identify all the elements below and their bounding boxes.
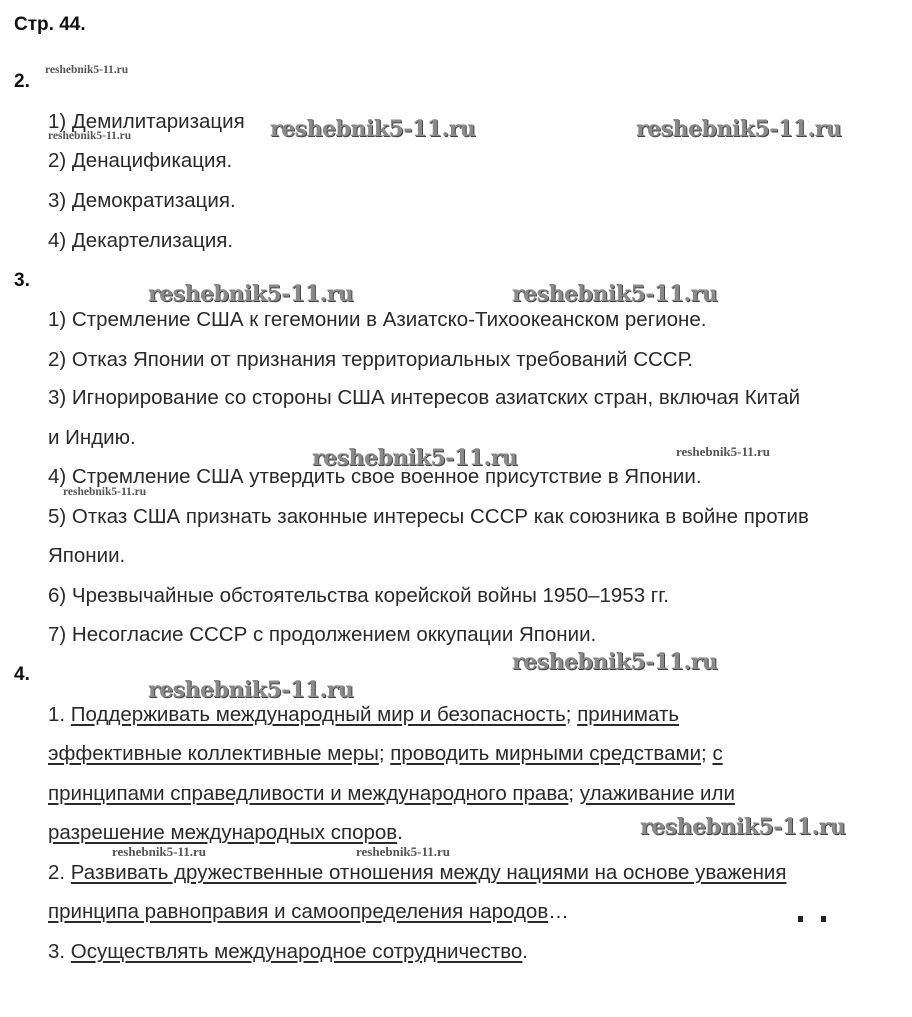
underlined-text: проводить мирными средствами — [390, 742, 702, 765]
list-item: 1) Стремление США к гегемонии в Азиатско-Тихоокеанском регионе. — [48, 308, 707, 331]
watermark: reshebnik5-11.ru — [112, 844, 207, 859]
item-number: 2. — [48, 861, 71, 884]
list-item — [48, 861, 786, 885]
separator: ; — [568, 782, 580, 805]
underlined-text: эффективные коллективные меры — [48, 742, 379, 765]
list-item: 1) Демилитаризация — [48, 110, 245, 133]
dot-mark — [821, 916, 826, 922]
underlined-text: Поддерживать международный мир и безопасность — [70, 703, 566, 726]
watermark: reshebnik5-11.ru — [640, 814, 846, 840]
watermark: reshebnik5-11.ru — [312, 445, 518, 471]
separator: ; — [701, 742, 713, 765]
watermark: reshebnik5-11.ru — [676, 444, 771, 459]
separator: ; — [565, 703, 578, 726]
list-item: 4) Стремление США утвердить свое военное присутствие в Японии. — [48, 465, 702, 488]
section-4-label: 4. — [14, 664, 30, 685]
list-item: 5) Отказ США признать законные интересы СССР как союзника в войне против — [48, 505, 809, 528]
watermark: reshebnik5-11.ru — [512, 649, 718, 675]
section-3-label: 3. — [14, 270, 30, 291]
watermark: reshebnik5-11.ru — [636, 116, 842, 142]
underlined-text: разрешение международных споров — [48, 821, 398, 844]
watermark: reshebnik5-11.ru — [148, 677, 354, 703]
list-item — [48, 782, 735, 806]
list-item: 2) Денацификация. — [48, 149, 233, 172]
list-item: 3) Демократизация. — [48, 189, 236, 212]
list-item — [48, 821, 403, 845]
list-item: 6) Чрезвычайные обстоятельства корейской войны 1950–1953 гг. — [48, 584, 669, 607]
watermark: reshebnik5-11.ru — [270, 116, 476, 142]
list-item — [48, 940, 528, 964]
watermark: reshebnik5-11.ru — [48, 130, 132, 142]
page-title: Стр. 44. — [14, 14, 86, 35]
list-item — [48, 703, 679, 727]
list-item — [48, 742, 723, 766]
list-item: 7) Несогласие СССР с продолжением оккупации Японии. — [48, 623, 597, 646]
underlined-text: с — [712, 742, 723, 765]
section-2-label: 2. — [14, 71, 30, 92]
list-item: 4) Декартелизация. — [48, 229, 234, 252]
list-item: и Индию. — [48, 426, 136, 449]
list-item — [48, 900, 569, 924]
watermark: reshebnik5-11.ru — [148, 281, 354, 307]
underlined-text: принципа равноправия и самоопределения народов — [48, 900, 549, 923]
item-number: 3. — [48, 940, 71, 963]
separator: . — [522, 940, 528, 963]
dot-mark — [798, 916, 803, 922]
watermark: reshebnik5-11.ru — [63, 486, 147, 498]
list-item: 3) Игнорирование со стороны США интересов азиатских стран, включая Китай — [48, 386, 801, 409]
list-item: Японии. — [48, 544, 126, 567]
underlined-text: принципами справедливости и международного права — [48, 782, 569, 805]
separator: … — [548, 900, 569, 923]
separator: . — [397, 821, 403, 844]
underlined-text: Развивать дружественные отношения между нациями на основе уважения — [70, 861, 787, 884]
item-number: 1. — [48, 703, 71, 726]
watermark: reshebnik5-11.ru — [45, 64, 129, 76]
list-item: 2) Отказ Японии от признания территориальных требований СССР. — [48, 348, 694, 371]
watermark: reshebnik5-11.ru — [512, 281, 718, 307]
underlined-text: принимать — [577, 703, 680, 726]
underlined-text: улаживание или — [579, 782, 735, 805]
watermark: reshebnik5-11.ru — [356, 844, 451, 859]
separator: ; — [378, 742, 391, 765]
underlined-text: Осуществлять международное сотрудничество — [70, 940, 523, 963]
